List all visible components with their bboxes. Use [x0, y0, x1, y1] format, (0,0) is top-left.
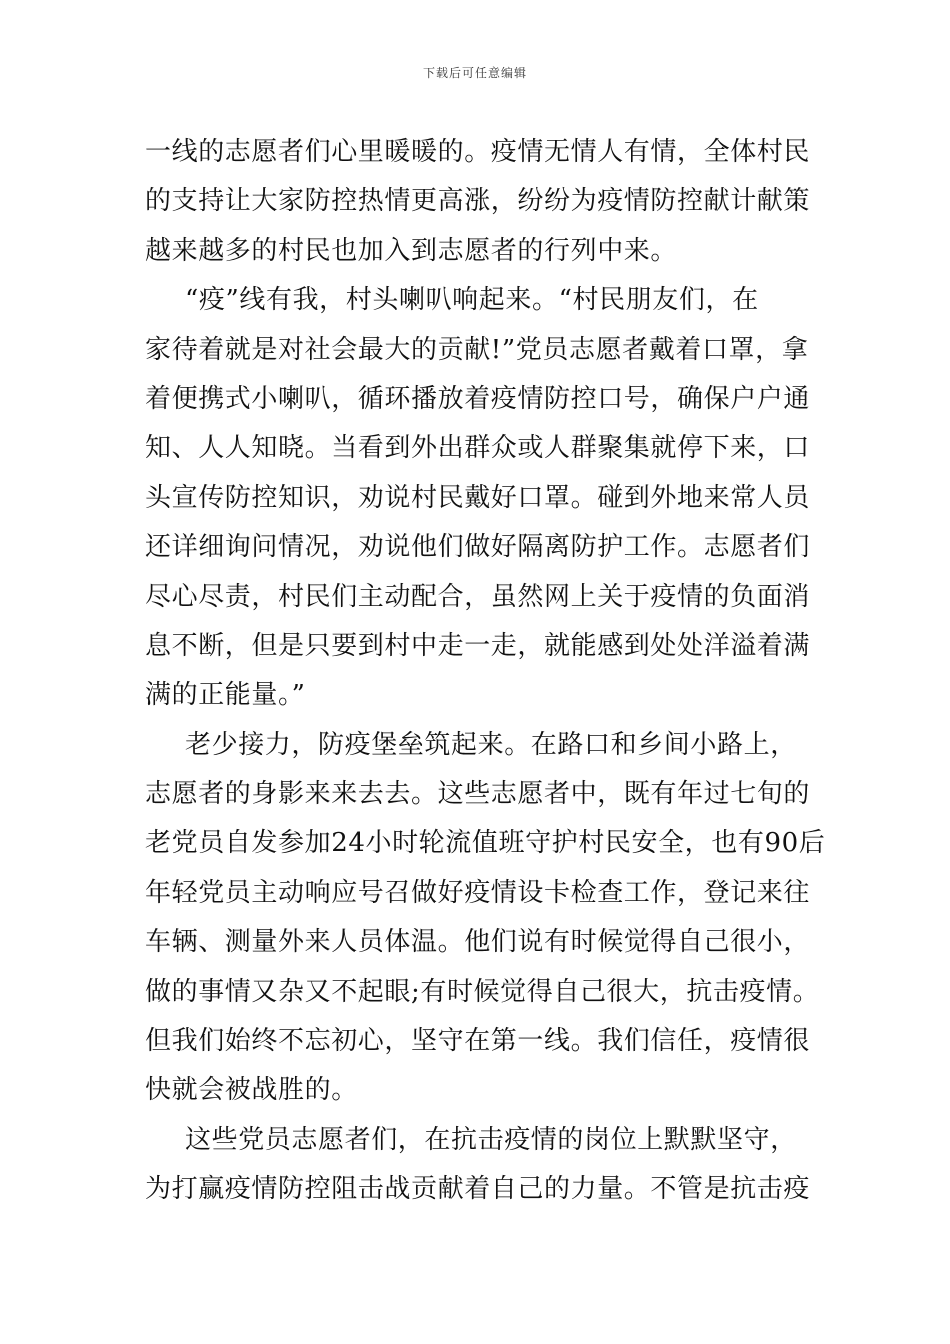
text-line: “疫”线有我，村头喇叭响起来。“村民朋友们，在 [185, 285, 759, 316]
text-line: 尽心尽责，村民们主动配合，虽然网上关于疫情的负面消 [145, 581, 811, 612]
text-line: 为打赢疫情防控阻击战贡献着自己的力量。不管是抗击疫 [145, 1174, 811, 1205]
paragraph [145, 721, 826, 1116]
text-line: 老党员自发参加24小时轮流值班守护村民安全，也有90后 [145, 828, 826, 859]
text-line: 满的正能量。” [145, 680, 306, 711]
text-line: 快就会被战胜的。 [145, 1075, 358, 1106]
text-line: 还详细询问情况，劝说他们做好隔离防护工作。志愿者们 [145, 532, 811, 563]
text-line: 做的事情又杂又不起眼;有时候觉得自己很大，抗击疫情。 [145, 976, 820, 1007]
paragraph [145, 276, 810, 721]
text-line: 这些党员志愿者们，在抗击疫情的岗位上默默坚守， [185, 1124, 797, 1155]
document-body [145, 128, 826, 1215]
text-line: 志愿者的身影来来去去。这些志愿者中，既有年过七旬的 [145, 779, 811, 810]
text-line: 头宣传防控知识，劝说村民戴好口罩。碰到外地来常人员 [145, 482, 811, 513]
paragraph [145, 128, 810, 276]
text-line: 的支持让大家防控热情更高涨，纷纷为疫情防控献计献策 [145, 186, 811, 217]
text-line: 家待着就是对社会最大的贡献!”党员志愿者戴着口罩，拿 [145, 334, 809, 365]
text-line: 但我们始终不忘初心，坚守在第一线。我们信任，疫情很 [145, 1026, 811, 1057]
text-line: 越来越多的村民也加入到志愿者的行列中来。 [145, 235, 678, 266]
text-line: 老少接力，防疫堡垒筑起来。在路口和乡间小路上， [185, 729, 797, 760]
text-line: 车辆、测量外来人员体温。他们说有时候觉得自己很小， [145, 927, 811, 958]
paragraph [145, 1116, 810, 1215]
header-note: 下载后可任意编辑 [422, 66, 527, 80]
text-line: 息不断，但是只要到村中走一走，就能感到处处洋溢着满 [145, 630, 811, 661]
text-line: 年轻党员主动响应号召做好疫情设卡检查工作，登记来往 [145, 877, 811, 908]
text-line: 着便携式小喇叭，循环播放着疫情防控口号，确保户户通 [145, 383, 811, 414]
text-line: 知、人人知晓。当看到外出群众或人群聚集就停下来，口 [145, 433, 811, 464]
text-line: 一线的志愿者们心里暖暖的。疫情无情人有情，全体村民 [145, 137, 811, 167]
